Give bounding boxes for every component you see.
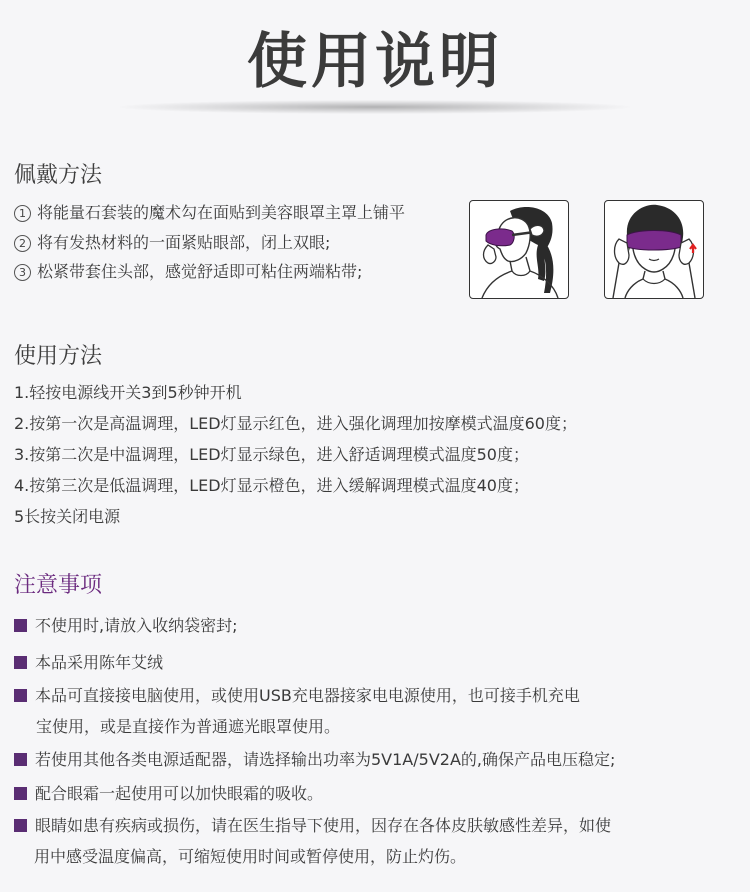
notes-heading: 注意事项 xyxy=(14,573,103,598)
step-text: 松紧带套住头部，感觉舒适即可粘住两端粘带; xyxy=(37,262,363,281)
wear-step xyxy=(14,261,362,283)
note-text: 若使用其他各类电源适配器，请选择输出功率为5V1A/5V2A的,确保产品电压稳定; xyxy=(35,750,616,769)
illustration-front-view xyxy=(604,200,704,299)
note-text: 本品采用陈年艾绒 xyxy=(35,653,164,672)
note-text: 配合眼霜一起使用可以加快眼霜的吸收。 xyxy=(35,784,324,803)
note-text-continued: 用中感受温度偏高，可缩短使用时间或暂停使用，防止灼伤。 xyxy=(34,847,467,866)
usage-line: 5长按关闭电源 xyxy=(14,507,121,526)
step-text: 将有发热材料的一面紧贴眼部，闭上双眼; xyxy=(37,233,331,252)
note-text: 眼睛如患有疾病或损伤，请在医生指导下使用，因存在各体皮肤敏感性差异，如使 xyxy=(35,816,612,835)
bullet-square-icon xyxy=(14,819,27,832)
note-text-continued: 宝使用，或是直接作为普通遮光眼罩使用。 xyxy=(36,717,341,736)
note-item xyxy=(14,815,611,837)
bullet-square-icon xyxy=(14,787,27,800)
step-number: 1 xyxy=(14,205,31,222)
usage-line: 2.按第一次是高温调理，LED灯显示红色，进入强化调理加按摩模式温度60度； xyxy=(14,414,577,433)
wear-step xyxy=(14,202,405,224)
usage-heading: 使用方法 xyxy=(14,344,103,369)
note-text: 不使用时,请放入收纳袋密封; xyxy=(35,616,238,635)
bullet-square-icon xyxy=(14,619,27,632)
usage-line: 3.按第二次是中温调理，LED灯显示绿色，进入舒适调理模式温度50度； xyxy=(14,445,529,464)
usage-line: 1.轻按电源线开关3到5秒钟开机 xyxy=(14,383,242,402)
bullet-square-icon xyxy=(14,689,27,702)
note-item xyxy=(14,749,615,771)
step-text: 将能量石套装的魔术勾在面贴到美容眼罩主罩上铺平 xyxy=(37,203,406,222)
illustration-side-view xyxy=(469,200,569,299)
wear-step xyxy=(14,232,330,254)
bullet-square-icon xyxy=(14,753,27,766)
title-shadow xyxy=(120,100,630,114)
note-item xyxy=(14,652,163,674)
step-number: 2 xyxy=(14,235,31,252)
wear-heading: 佩戴方法 xyxy=(14,163,103,188)
note-text: 本品可直接接电脑使用，或使用USB充电器接家电电源使用，也可接手机充电 xyxy=(35,686,580,705)
usage-line: 4.按第三次是低温调理，LED灯显示橙色，进入缓解调理模式温度40度； xyxy=(14,476,529,495)
bullet-square-icon xyxy=(14,656,27,669)
note-item xyxy=(14,685,580,707)
note-item xyxy=(14,783,323,805)
page-title: 使用说明 xyxy=(247,27,503,97)
note-item xyxy=(14,615,237,637)
step-number: 3 xyxy=(14,264,31,281)
